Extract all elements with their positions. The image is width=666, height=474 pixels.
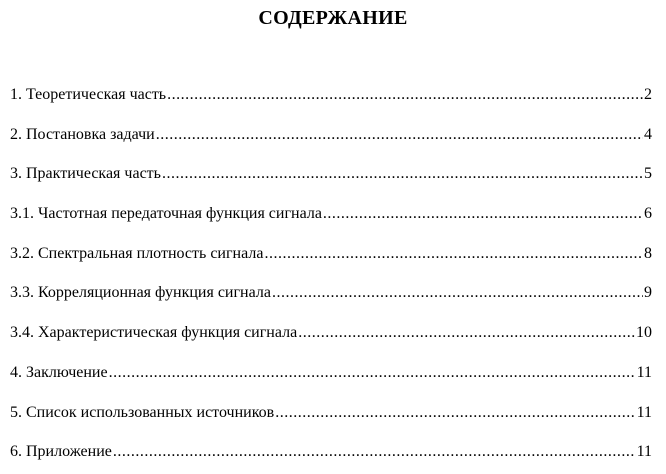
toc-entry-frequency-transfer-function[interactable] <box>10 204 652 244</box>
toc-entry-page-number: 11 <box>636 363 652 381</box>
toc-entry-label: 3.3. Корреляционная функция сигнала <box>10 284 271 302</box>
toc-entry-references[interactable] <box>10 403 652 443</box>
toc-entry-page-number: 2 <box>644 86 652 103</box>
toc-entry-page-number: 8 <box>644 244 652 262</box>
toc-leader-dots <box>323 204 643 224</box>
toc-entry-label: 3.2. Спектральная плотность сигнала <box>10 244 264 262</box>
toc-entry-page-number: 11 <box>636 443 652 461</box>
toc-leader-dots <box>113 442 636 462</box>
toc-entry-label: 3. Практическая часть <box>10 165 161 183</box>
page-title: СОДЕРЖАНИЕ <box>258 7 408 29</box>
toc-entry-label: 3.4. Характеристическая функция сигнала <box>10 324 298 342</box>
toc-entry-spectral-density[interactable] <box>10 244 652 284</box>
toc-entry-conclusion[interactable] <box>10 363 652 403</box>
toc-leader-dots <box>109 363 636 383</box>
toc-entry-page-number: 10 <box>636 324 652 342</box>
toc-entry-characteristic-function[interactable] <box>10 323 652 363</box>
toc-entry-practical-part[interactable] <box>10 164 652 204</box>
toc-leader-dots <box>298 323 635 343</box>
toc-leader-dots <box>156 125 643 145</box>
toc-leader-dots <box>275 403 635 423</box>
toc-entry-label: 1. Теоретическая часть <box>10 86 167 103</box>
table-of-contents <box>10 85 652 474</box>
toc-leader-dots <box>272 283 643 303</box>
toc-entry-appendix[interactable] <box>10 442 652 474</box>
toc-entry-label: 5. Список использованных источников <box>10 403 275 421</box>
toc-entry-label: 4. Заключение <box>10 363 108 381</box>
toc-leader-dots <box>162 164 643 184</box>
toc-entry-page-number: 5 <box>644 165 652 183</box>
toc-leader-dots <box>167 85 643 105</box>
toc-entry-problem-statement[interactable] <box>10 125 652 165</box>
toc-entry-page-number: 4 <box>644 125 652 143</box>
toc-entry-label: 2. Постановка задачи <box>10 125 155 143</box>
toc-entry-label: 3.1. Частотная передаточная функция сигнала <box>10 205 322 223</box>
toc-entry-correlation-function[interactable] <box>10 283 652 323</box>
toc-entry-page-number: 11 <box>636 403 652 421</box>
toc-entry-label: 6. Приложение <box>10 443 112 461</box>
toc-leader-dots <box>264 244 643 264</box>
toc-entry-theoretical-part[interactable] <box>10 85 652 125</box>
toc-entry-page-number: 6 <box>644 205 652 223</box>
toc-entry-page-number: 9 <box>644 284 652 302</box>
